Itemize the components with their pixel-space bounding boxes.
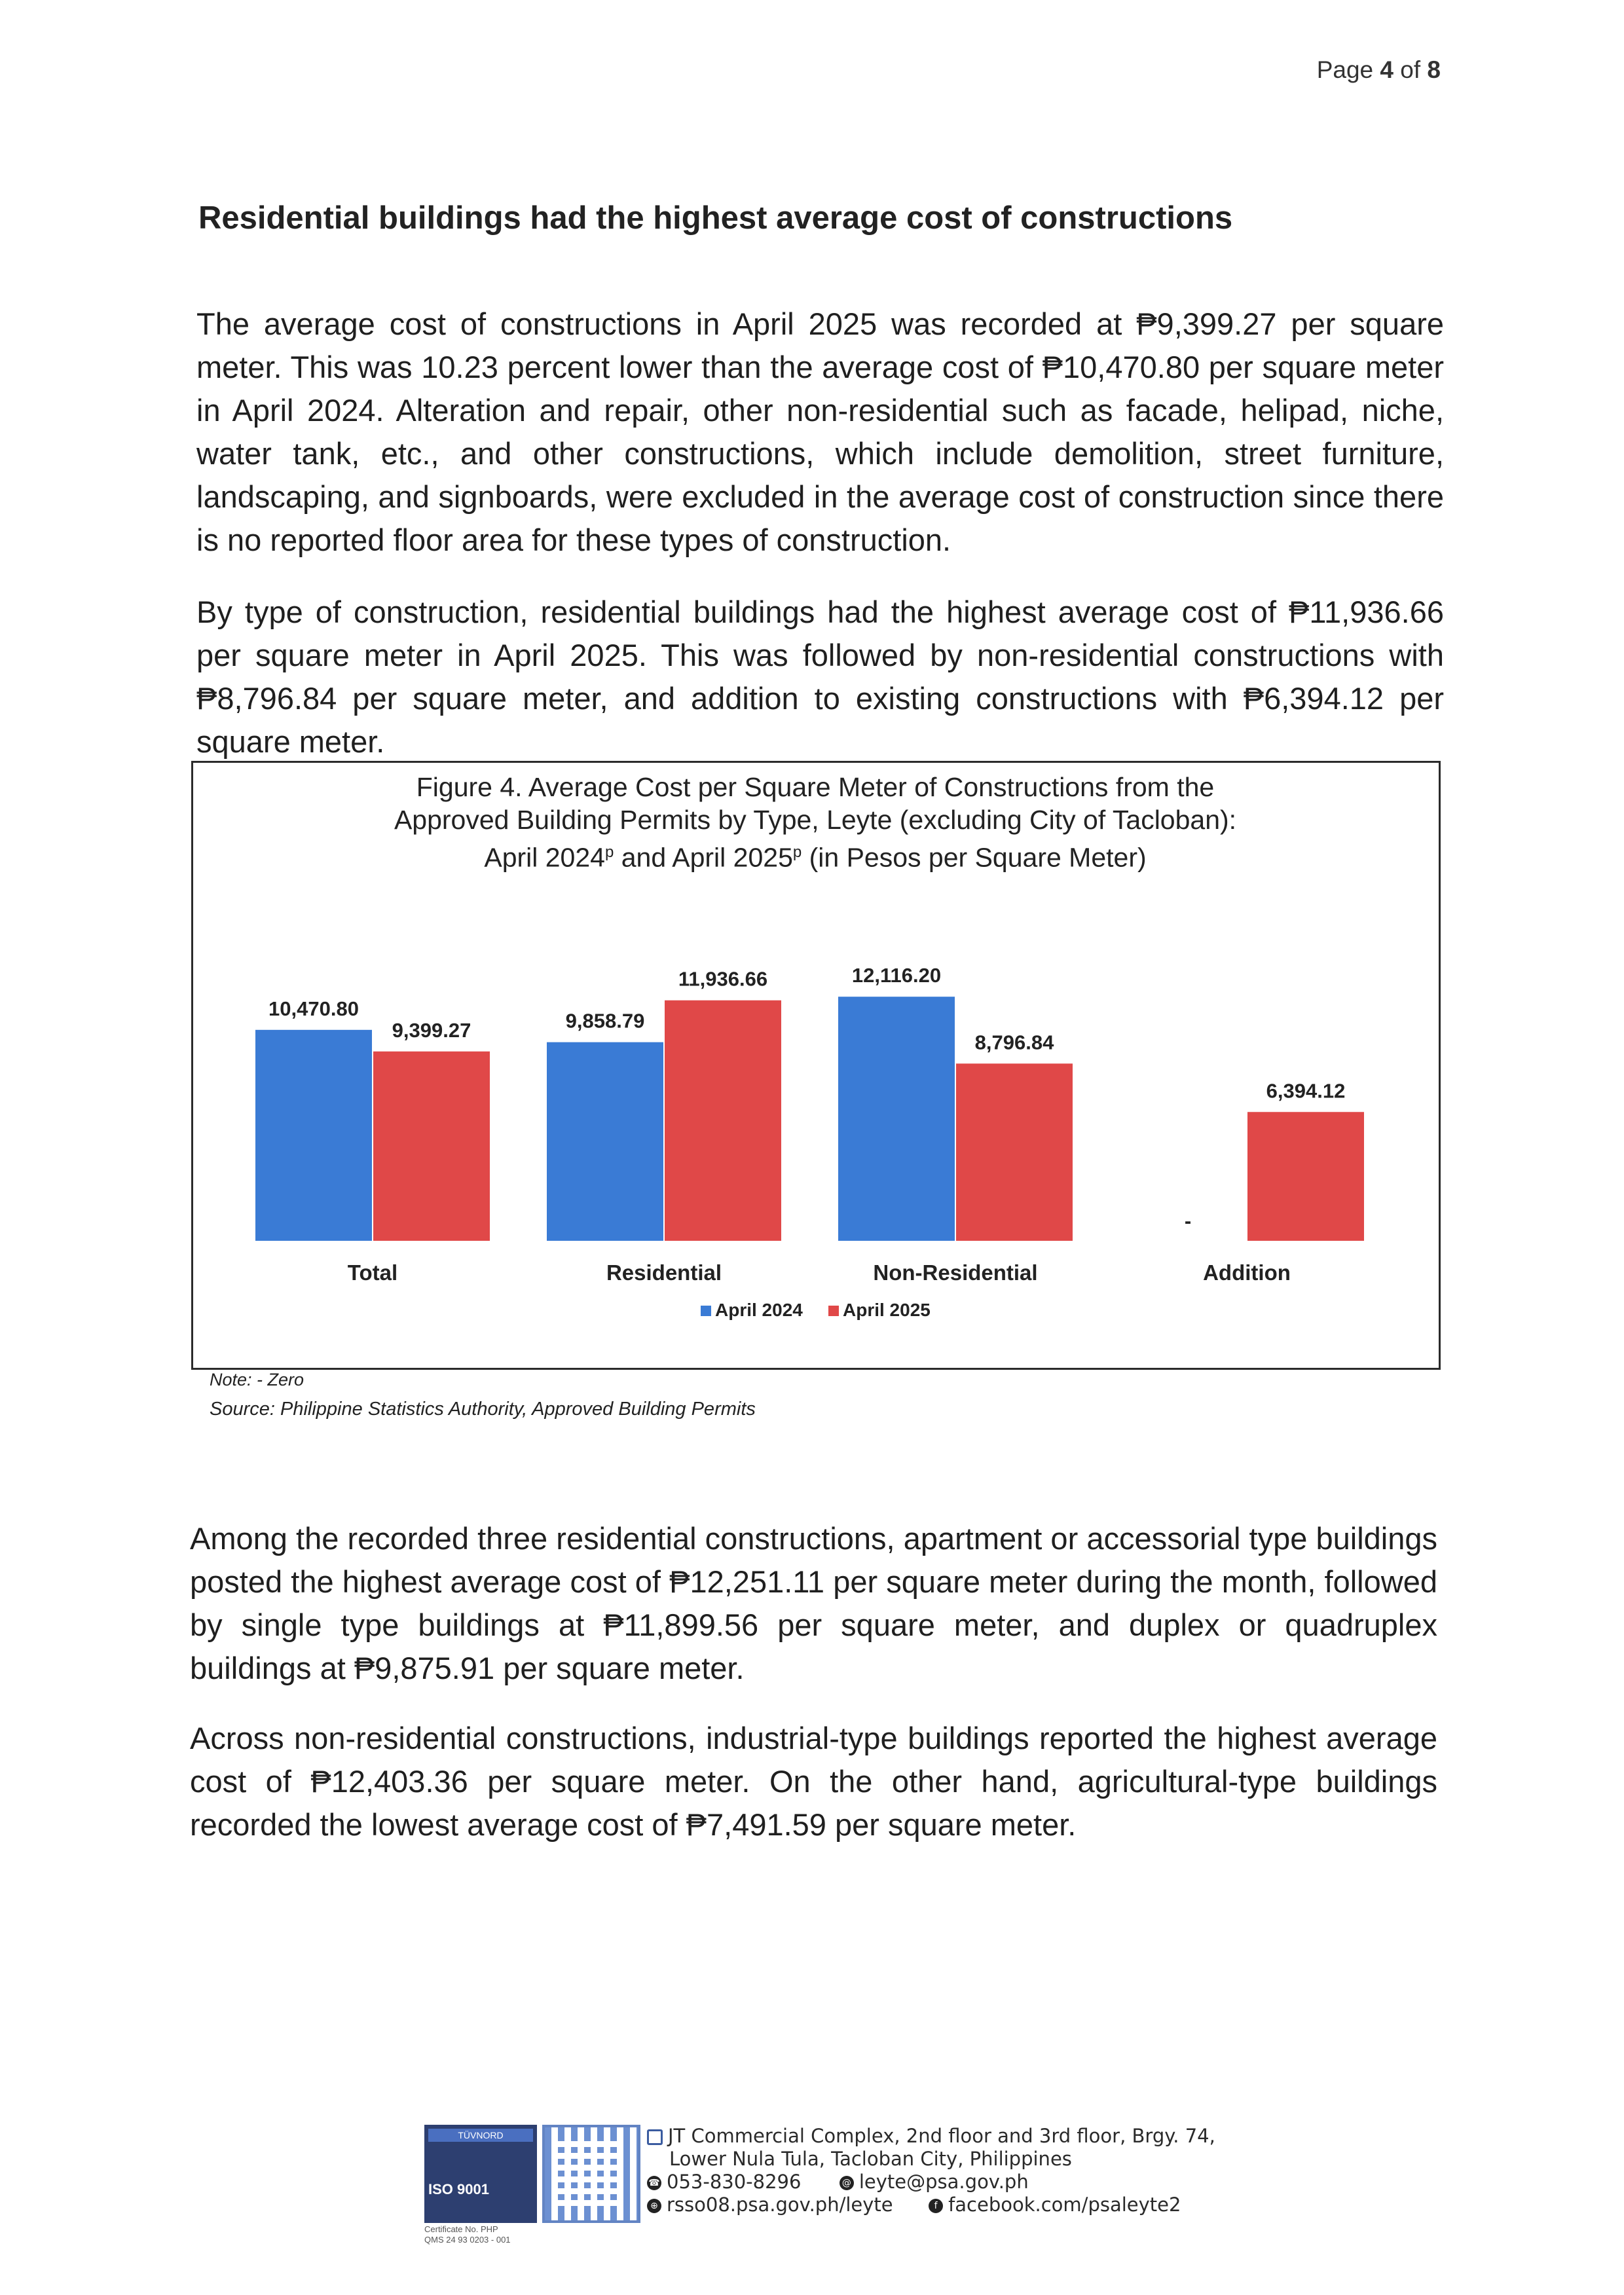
phone-number: 053-830-8296 xyxy=(667,2171,802,2193)
facebook-link[interactable]: facebook.com/psaleyte2 xyxy=(948,2194,1181,2216)
data-label: 10,470.80 xyxy=(268,997,359,1020)
paragraph-average-cost: The average cost of constructions in April 2025 was recorded at ₱9,399.27 per square meter. This was 10.23 percent lower than the average cost of ₱10,470.80 per square meter in April 2024. Alteration and repair, other non-residential such as facade, helipad, niche, water tank, etc., and other constructions, which include demolition, street furniture, landscaping, and signboards, were excluded in the average cost of construction since there is no reported floor area for these types of construction. xyxy=(196,306,1444,557)
globe-icon: ⊕ xyxy=(647,2199,661,2213)
legend-label: April 2025 xyxy=(843,1300,931,1320)
figure-note: Note: - Zero xyxy=(210,1370,304,1389)
phone-icon: ☎ xyxy=(647,2176,661,2190)
email-icon: @ xyxy=(840,2176,854,2190)
bar-total-april-2024 xyxy=(255,1030,372,1241)
figure-title-line-3: April 2024$^p$ and April 2025$^p$ (in Pesos per Square Meter) xyxy=(484,842,1147,873)
certificate-number: Certificate No. PHP QMS 24 93 0203 - 001 xyxy=(424,2224,511,2245)
figure-title-line-1: Figure 4. Average Cost per Square Meter of Constructions from the xyxy=(416,772,1215,802)
iso-brand: TÜVNORD xyxy=(428,2129,533,2142)
figure-4 xyxy=(191,761,1441,1370)
page-total: 8 xyxy=(1427,56,1441,83)
address-line-2: Lower Nula Tula, Tacloban City, Philippines xyxy=(669,2148,1072,2170)
page-number xyxy=(1277,56,1441,84)
building-icon xyxy=(647,2129,663,2145)
section-heading: Residential buildings had the highest average cost of constructions xyxy=(198,200,1233,236)
page-of: of xyxy=(1400,56,1421,83)
figure-source: Source: Philippine Statistics Authority, Approved Building Permits xyxy=(210,1399,756,1420)
iso-standard: ISO 9001 xyxy=(428,2181,489,2197)
data-label: 8,796.84 xyxy=(974,1031,1054,1054)
data-label: 12,116.20 xyxy=(851,964,942,987)
data-label-zero: - xyxy=(1184,1209,1192,1232)
email-link[interactable]: leyte@psa.gov.ph xyxy=(858,2171,1029,2193)
paragraph-by-type: By type of construction, residential buildings had the highest average cost of ₱11,936.66 per square meter in April 2025. This was followed by non-residential constructions with ₱8,796.84 per square meter, and addition to existing constructions with ₱6,394.12 per square meter. xyxy=(196,595,1444,759)
category-label: Residential xyxy=(606,1260,722,1285)
address: JT Commercial Complex, 2nd floor and 3rd floor, Brgy. 74, xyxy=(647,2125,1215,2148)
page-label: Page xyxy=(1316,56,1374,83)
bar-residential-april-2025 xyxy=(665,1001,781,1241)
category-label: Addition xyxy=(1203,1260,1291,1285)
qr-code-icon[interactable] xyxy=(542,2125,640,2223)
data-label: 6,394.12 xyxy=(1266,1079,1346,1103)
data-label: 11,936.66 xyxy=(678,967,768,991)
iso-certification-badge xyxy=(424,2125,537,2223)
footer xyxy=(424,2125,1276,2256)
legend-swatch xyxy=(828,1306,839,1316)
facebook-icon: f xyxy=(929,2199,943,2213)
website-link[interactable]: rsso08.psa.gov.ph/leyte xyxy=(667,2194,893,2216)
legend-label: April 2024 xyxy=(715,1300,803,1320)
bar-residential-april-2024 xyxy=(547,1042,663,1241)
bar-non-residential-april-2024 xyxy=(838,997,955,1241)
contact-info xyxy=(647,2125,1215,2216)
bar-total-april-2025 xyxy=(373,1052,490,1241)
bar-non-residential-april-2025 xyxy=(956,1063,1073,1241)
legend-swatch xyxy=(701,1306,711,1316)
category-label: Total xyxy=(347,1260,398,1285)
category-label: Non-Residential xyxy=(873,1260,1038,1285)
bar-chart xyxy=(193,763,1439,1368)
bar-addition-april-2025 xyxy=(1247,1112,1364,1241)
data-label: 9,399.27 xyxy=(392,1018,471,1042)
paragraph-residential: Among the recorded three residential constructions, apartment or accessorial type buildings posted the highest average cost of ₱12,251.11 per square meter during the month, followed by single type buildings at ₱11,899.56 per square meter, and duplex or quadruplex buildings at ₱9,875.91 per square meter. xyxy=(190,1521,1437,1685)
figure-title-line-2: Approved Building Permits by Type, Leyte (excluding City of Tacloban): xyxy=(394,805,1237,835)
paragraph-non-residential: Across non-residential constructions, industrial-type buildings reported the highest average cost of ₱12,403.36 per square meter. On the other hand, agricultural-type buildings recorded the lowest average cost of ₱7,491.59 per square meter. xyxy=(190,1721,1437,1842)
data-label: 9,858.79 xyxy=(565,1009,645,1033)
page-current: 4 xyxy=(1380,56,1393,83)
